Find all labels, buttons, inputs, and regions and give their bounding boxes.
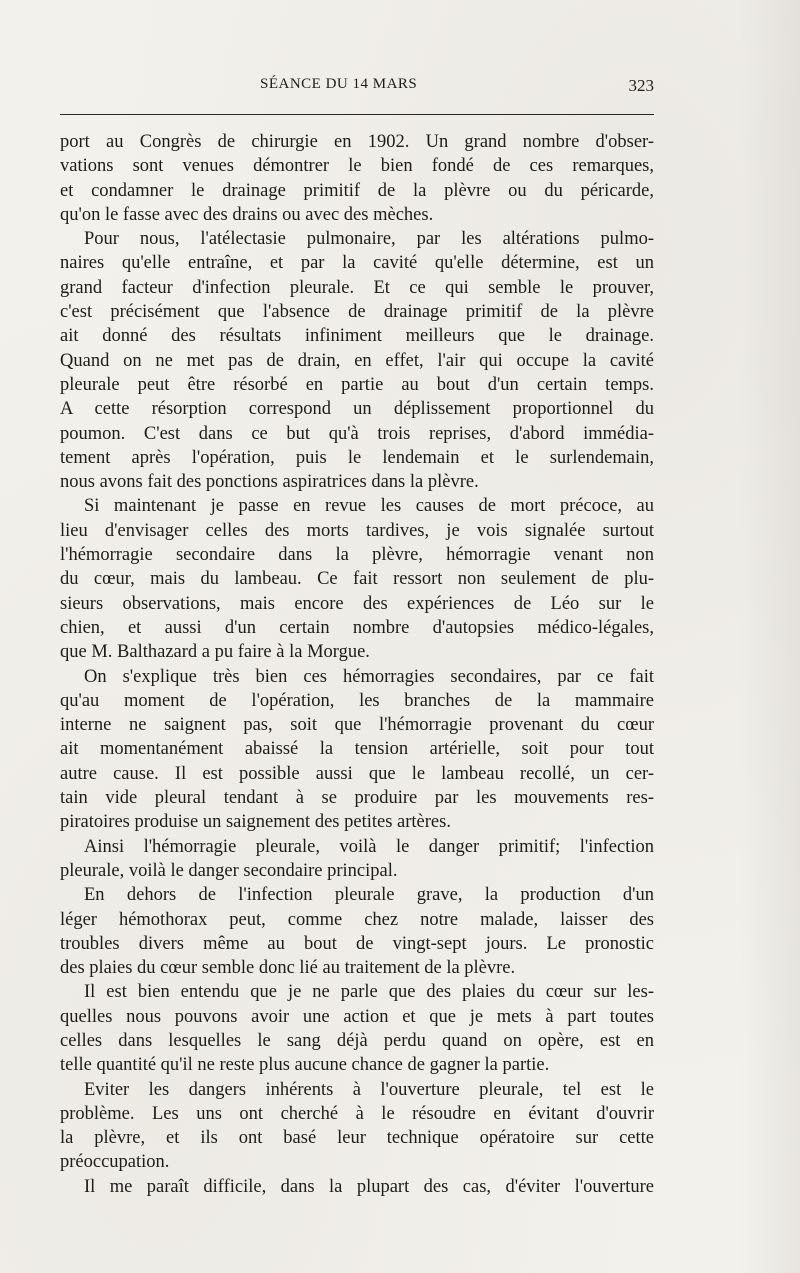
text-line: port au Congrès de chirurgie en 1902. Un grand nombre d'obser- [60,132,654,152]
text-line: des plaies du cœur semble donc lié au traitement de la plèvre. [60,958,516,979]
text-line: Ainsi l'hémorragie pleurale, voilà le danger primitif; l'infection [84,836,654,857]
paragraph [60,1175,654,1199]
text-line: pleurale, voilà le danger secondaire principal. [60,860,398,881]
text-line: Si maintenant je passe en revue les causes de mort précoce, au [84,496,654,517]
paragraph [60,835,654,884]
paragraph [60,130,654,227]
text-line: celles dans lesquelles le sang déjà perdu quand on opère, est en [60,1030,654,1051]
running-head [60,76,654,100]
text-line: préoccupation. [60,1152,170,1173]
text-line: qu'on le fasse avec des drains ou avec des mèches. [60,204,434,225]
text-line: On s'explique très bien ces hémorragies secondaires, par ce fait [84,666,654,687]
text-line: grand facteur d'infection pleurale. Et ce qui semble le prouver, [60,277,654,298]
text-line: vations sont venues démontrer le bien fondé de ces remarques, [60,156,654,177]
text-line: c'est précisément que l'absence de drainage primitif de la plèvre [60,302,654,323]
text-line: telle quantité qu'il ne reste plus aucune chance de gagner la partie. [60,1055,550,1076]
text-line: poumon. C'est dans ce but qu'à trois reprises, d'abord immédia- [60,423,654,444]
text-line: Quand on ne met pas de drain, en effet, l'air qui occupe la cavité [60,350,654,371]
text-line: Eviter les dangers inhérents à l'ouverture pleurale, tel est le [84,1079,654,1100]
text-line: interne ne saignent pas, soit que l'hémorragie provenant du cœur [60,715,654,736]
text-line: qu'au moment de l'opération, les branches de la mammaire [60,690,654,711]
text-line: Il est bien entendu que je ne parle que des plaies du cœur sur les- [84,982,654,1003]
text-line: tement après l'opération, puis le lendemain et le surlendemain, [60,447,654,468]
text-line: que M. Balthazard a pu faire à la Morgue. [60,642,370,663]
text-line: ait donné des résultats infiniment meilleurs que le drainage. [60,326,654,347]
text-line: autre cause. Il est possible aussi que le lambeau recollé, un cer- [60,763,654,784]
text-line: Pour nous, l'atélectasie pulmonaire, par les altérations pulmo- [84,229,654,250]
page-number: 323 [628,76,654,95]
text-line: Il me paraît difficile, dans la plupart des cas, d'éviter l'ouverture [84,1176,654,1197]
text-line: léger hémothorax peut, comme chez notre malade, laisser des [60,909,654,930]
text-line: pleurale peut être résorbé en partie au bout d'un certain temps. [60,374,654,395]
text-line: du cœur, mais du lambeau. Ce fait ressort non seulement de plu- [60,569,654,590]
paragraph [60,980,654,1077]
text-line: naires qu'elle entraîne, et par la cavité qu'elle détermine, est un [60,253,654,274]
page-edge-shade [740,0,800,1273]
text-line: troubles divers même au bout de vingt-sept jours. Le pronostic [60,933,654,954]
header-rule [60,114,654,115]
text-line: nous avons fait des ponctions aspiratrices dans la plèvre. [60,472,479,493]
paragraph [60,494,654,664]
text-line: problème. Les uns ont cherché à le résoudre en évitant d'ouvrir [60,1103,654,1124]
text-line: la plèvre, et ils ont basé leur technique opératoire sur cette [60,1128,654,1149]
text-line: En dehors de l'infection pleurale grave, la production d'un [84,885,654,906]
text-line: A cette résorption correspond un déplissement proportionnel du [60,399,654,420]
text-line: ait momentanément abaissé la tension artérielle, soit pour tout [60,739,654,760]
text-line: sieurs observations, mais encore des expériences de Léo sur le [60,593,654,614]
paragraph [60,883,654,980]
text-line: l'hémorragie secondaire dans la plèvre, hémorragie venant non [60,545,654,566]
text-line: chien, et aussi d'un certain nombre d'autopsies médico-légales, [60,617,654,638]
text-line: et condamner le drainage primitif de la plèvre ou du péricarde, [60,180,654,201]
running-title: SÉANCE DU 14 MARS [260,76,418,92]
text-line: tain vide pleural tendant à se produire par les mouvements res- [60,788,654,809]
text-line: lieu d'envisager celles des morts tardives, je vois signalée surtout [60,520,654,541]
text-line: piratoires produise un saignement des petites artères. [60,812,451,833]
body-text [60,130,654,1199]
paragraph [60,665,654,835]
paragraph [60,227,654,494]
text-line: quelles nous pouvons avoir une action et que je mets à part toutes [60,1006,654,1027]
paragraph [60,1078,654,1175]
